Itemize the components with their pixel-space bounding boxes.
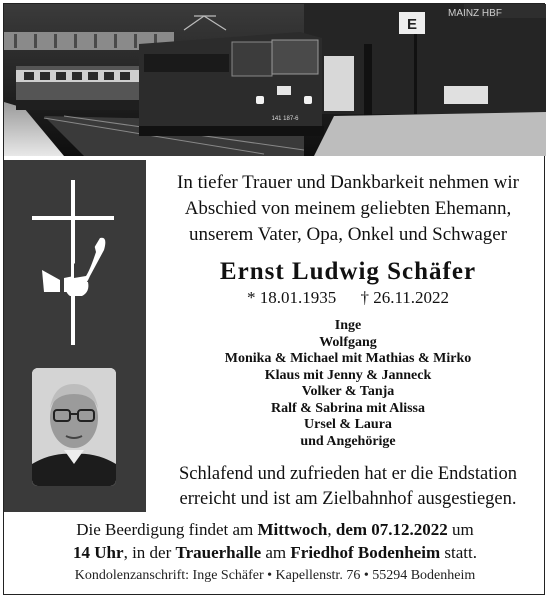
funeral-info — [4, 518, 546, 564]
intro-line: Abschied von meinem geliebten Ehemann, — [184, 198, 512, 219]
deceased-portrait — [32, 368, 116, 486]
death-date: † 26.11.2022 — [360, 288, 450, 307]
deceased-name: Ernst Ludwig Schäfer — [219, 258, 477, 285]
funeral-text: am — [261, 543, 291, 562]
family-member: Klaus mit Jenny & Janneck — [264, 367, 432, 383]
family-member: Inge — [334, 318, 362, 333]
funeral-text: um — [447, 520, 474, 539]
funeral-hall: Trauerhalle — [175, 543, 262, 562]
life-dates — [150, 288, 546, 308]
family-member: und Angehörige — [300, 433, 396, 449]
train-photo — [4, 4, 546, 156]
quote-line: Schlafend und zufrieden hat er die Endstation — [178, 464, 518, 484]
family-member: Wolfgang — [319, 334, 377, 350]
family-member: Volker & Tanja — [301, 384, 395, 399]
funeral-cemetery: Friedhof Bodenheim — [290, 543, 441, 562]
family-list — [150, 318, 546, 450]
funeral-time: 14 Uhr — [73, 543, 124, 562]
quote-line: erreicht und ist am Zielbahnhof ausgestiegen. — [179, 489, 517, 509]
family-member: Ursel & Laura — [304, 417, 392, 432]
funeral-text: , in der — [123, 543, 176, 562]
loco-number: 141 187-6 — [271, 116, 299, 122]
family-member: Ralf & Sabrina mit Alissa — [270, 400, 425, 416]
intro-text — [150, 170, 546, 248]
memorial-quote — [150, 462, 546, 512]
intro-line: In tiefer Trauer und Dankbarkeit nehmen wir — [177, 172, 519, 193]
funeral-text: , — [327, 520, 336, 539]
birth-date: * 18.01.1935 — [246, 288, 337, 307]
funeral-date: dem 07.12.2022 — [335, 520, 448, 539]
condolence-address: Kondolenzanschrift: Inge Schäfer • Kapellenstr. 76 • 55294 Bodenheim — [74, 568, 476, 583]
family-member: Monika & Michael mit Mathias & Mirko — [224, 351, 472, 366]
intro-line: unserem Vater, Opa, Onkel und Schwager — [188, 224, 508, 245]
funeral-text: statt. — [440, 543, 477, 562]
funeral-text: Die Beerdigung findet am — [76, 520, 258, 539]
funeral-day: Mittwoch — [257, 520, 328, 539]
cross-icon — [30, 180, 120, 345]
platform-sign: E — [406, 16, 418, 33]
station-sign: MAINZ HBF — [448, 8, 502, 19]
